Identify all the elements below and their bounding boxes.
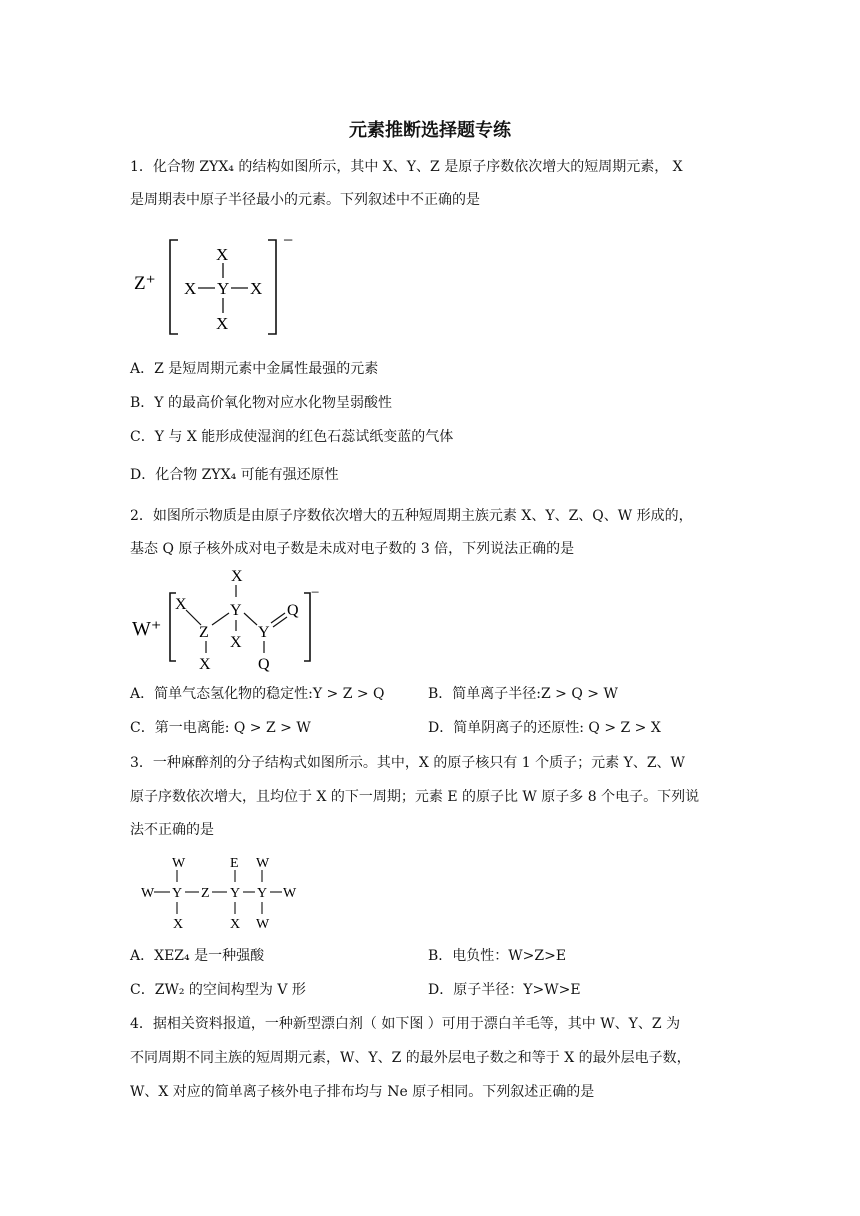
fig3-w-top-3: W bbox=[256, 856, 270, 871]
fig2-x-left: X bbox=[175, 596, 187, 613]
question-2-stem-line-1: 2．如图所示物质是由原子序数依次增大的五种短周期主族元素 X、Y、Z、Q、W 形成的， bbox=[130, 508, 693, 524]
question-1-option-b: B．Y 的最高价氧化物对应水化物呈弱酸性 bbox=[130, 395, 392, 411]
fig3-x-2: X bbox=[230, 917, 241, 932]
question-3-stem-line-1: 3．一种麻醉剂的分子结构式如图所示。其中，X 的原子核只有 1 个质子；元素 Y、Z、W bbox=[130, 755, 685, 771]
fig2-y-center: Y bbox=[230, 602, 242, 619]
question-1-stem-line-2: 是周期表中原子半径最小的元素。下列叙述中不正确的是 bbox=[130, 192, 480, 208]
fig2-q-top: Q bbox=[287, 602, 299, 619]
question-1-option-a: A．Z 是短周期元素中金属性最强的元素 bbox=[130, 361, 379, 377]
fig3-x-1: X bbox=[173, 917, 184, 932]
fig2-charge: − bbox=[311, 585, 320, 601]
question-1-option-c: C．Y 与 X 能形成使湿润的红色石蕊试纸变蓝的气体 bbox=[130, 429, 454, 445]
page-title: 元素推断选择题专练 bbox=[349, 120, 511, 141]
question-2-option-a: A．简单气态氢化物的稳定性:Y > Z > Q bbox=[130, 686, 385, 702]
fig1-cation: Z⁺ bbox=[134, 273, 156, 294]
fig3-e: E bbox=[230, 856, 239, 871]
fig1-x-left: X bbox=[184, 279, 197, 298]
fig2-x-under-z: X bbox=[199, 656, 211, 673]
question-4-stem-line-3: W、X 对应的简单离子核外电子排布均与 Ne 原子相同。下列叙述正确的是 bbox=[130, 1084, 595, 1100]
question-2-stem-line-2: 基态 Q 原子核外成对电子数是未成对电子数的 3 倍，下列说法正确的是 bbox=[130, 541, 575, 557]
fig2-y-right: Y bbox=[258, 624, 270, 641]
fig3-w-top-1: W bbox=[172, 856, 186, 871]
question-3-structure-figure bbox=[132, 852, 312, 934]
question-3-option-d: D．原子半径：Y>W>E bbox=[428, 982, 581, 998]
fig2-q-bottom: Q bbox=[258, 656, 270, 673]
question-2-option-d: D．简单阴离子的还原性: Q > Z > X bbox=[428, 720, 661, 736]
fig2-x-top: X bbox=[231, 568, 243, 585]
fig2-x-under-y: X bbox=[230, 634, 242, 651]
question-3-option-c: C．ZW₂ 的空间构型为 V 形 bbox=[130, 982, 306, 998]
question-4-stem-line-1: 4．据相关资料报道，一种新型漂白剂（ 如下图 ）可用于漂白羊毛等，其中 W、Y、Z 为 bbox=[130, 1016, 681, 1032]
question-1-option-d: D．化合物 ZYX₄ 可能有强还原性 bbox=[130, 467, 339, 483]
fig1-x-top: X bbox=[216, 245, 229, 264]
fig1-y-center: Y bbox=[217, 279, 230, 298]
fig3-w-left: W bbox=[141, 886, 155, 901]
fig3-z: Z bbox=[201, 886, 210, 901]
fig3-y-2: Y bbox=[230, 886, 241, 901]
fig3-w-bottom-3: W bbox=[256, 917, 270, 932]
question-1-stem-line-1: 1．化合物 ZYX₄ 的结构如图所示，其中 X、Y、Z 是原子序数依次增大的短周期元素， X bbox=[130, 159, 683, 175]
fig3-y-3: Y bbox=[257, 886, 268, 901]
fig2-z: Z bbox=[199, 624, 209, 641]
question-4-stem-line-2: 不同周期不同主族的短周期元素，W、Y、Z 的最外层电子数之和等于 X 的最外层电子数， bbox=[130, 1050, 691, 1066]
question-3-option-b: B．电负性：W>Z>E bbox=[428, 948, 567, 964]
question-2-structure-figure bbox=[128, 563, 328, 675]
question-2-option-c: C．第一电离能: Q > Z > W bbox=[130, 720, 311, 736]
question-3-stem-line-2: 原子序数依次增大，且均位于 X 的下一周期；元素 E 的原子比 W 原子多 8 个电子。下列说 bbox=[130, 789, 700, 805]
fig1-charge: − bbox=[283, 232, 294, 250]
question-2-option-b: B．简单离子半径:Z > Q > W bbox=[428, 686, 618, 702]
fig3-w-right: W bbox=[283, 886, 297, 901]
fig1-x-right: X bbox=[250, 279, 263, 298]
fig3-y-1: Y bbox=[172, 886, 183, 901]
question-3-stem-line-3: 法不正确的是 bbox=[130, 822, 214, 838]
fig2-cation: W⁺ bbox=[132, 618, 162, 640]
fig1-x-bottom: X bbox=[216, 314, 229, 333]
question-3-option-a: A．XEZ₄ 是一种强酸 bbox=[130, 948, 265, 964]
question-1-structure-figure bbox=[128, 232, 318, 342]
